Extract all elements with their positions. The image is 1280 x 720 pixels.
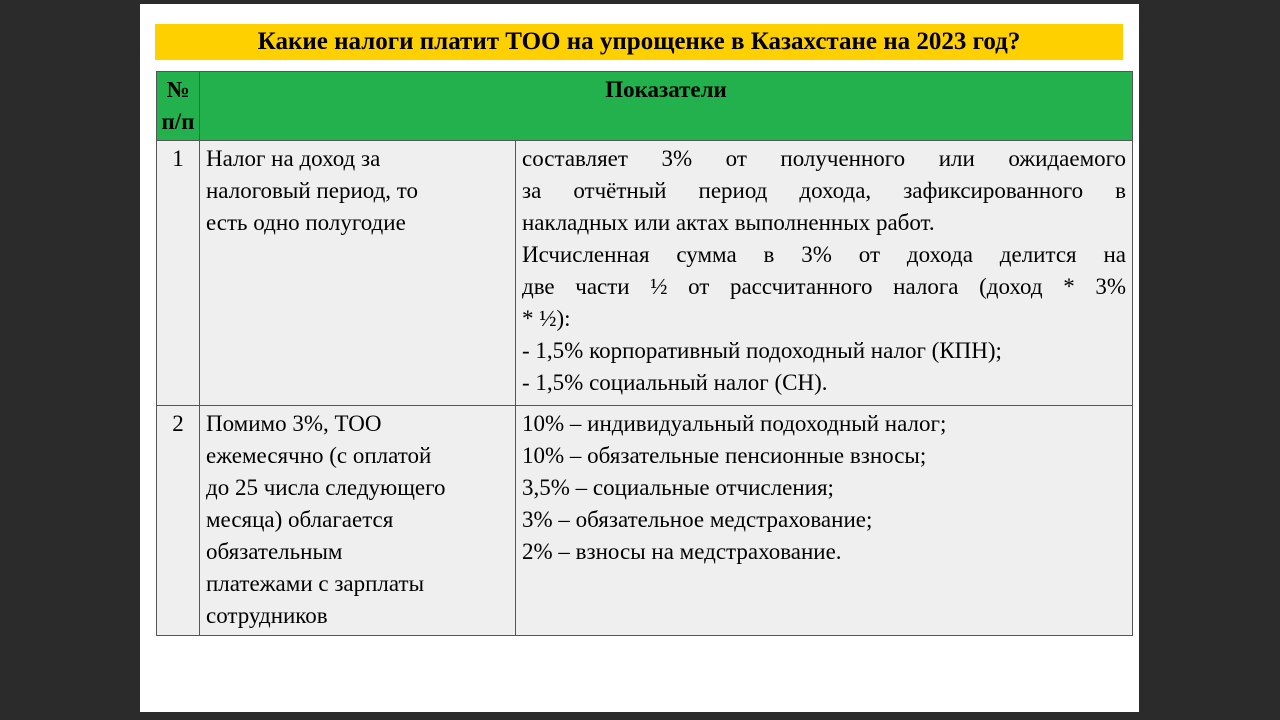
table-row	[157, 141, 1133, 406]
slide-title: Какие налоги платит ТОО на упрощенке в Казахстане на 2023 год?	[155, 24, 1123, 60]
tax-name-line: ежемесячно (с оплатой	[206, 443, 432, 468]
description-line: 3,5% – социальные отчисления;	[522, 475, 834, 500]
tax-name-line: сотрудников	[206, 603, 328, 628]
number-header-line: п/п	[161, 109, 195, 134]
tax-table	[156, 71, 1133, 636]
row-number: 1	[157, 141, 200, 406]
number-header-line: №	[166, 77, 190, 102]
tax-name-line: Помимо 3%, ТОО	[206, 411, 382, 436]
tax-name-line: Налог на доход за	[206, 146, 381, 171]
indicators-column-header: Показатели	[200, 72, 1133, 141]
tax-name-cell	[200, 406, 516, 636]
description-line: 2% – взносы на медстрахование.	[522, 539, 842, 564]
tax-description-cell	[516, 406, 1133, 636]
description-line: 10% – обязательные пенсионные взносы;	[522, 443, 927, 468]
description-line: две части ½ от рассчитанного налога (доход * 3%	[522, 274, 1126, 299]
tax-name-line: есть одно полугодие	[206, 210, 406, 235]
tax-name-line: обязательным	[206, 539, 343, 564]
description-line: - 1,5% социальный налог (СН).	[522, 370, 828, 395]
description-line: - 1,5% корпоративный подоходный налог (КПН);	[522, 338, 1002, 363]
table-row	[157, 406, 1133, 636]
description-line: 10% – индивидуальный подоходный налог;	[522, 411, 947, 436]
row-number: 2	[157, 406, 200, 636]
table-header-row	[157, 72, 1133, 141]
description-line: Исчисленная сумма в 3% от дохода делится на	[522, 242, 1126, 267]
tax-name-line: до 25 числа следующего	[206, 475, 446, 500]
description-line: накладных или актах выполненных работ.	[522, 210, 935, 235]
description-line: 3% – обязательное медстрахование;	[522, 507, 873, 532]
description-line: составляет 3% от полученного или ожидаемого	[522, 146, 1126, 171]
tax-description-cell	[516, 141, 1133, 406]
description-line: за отчётный период дохода, зафиксированного в	[522, 178, 1126, 203]
slide	[140, 4, 1139, 712]
tax-name-line: месяца) облагается	[206, 507, 394, 532]
description-line: * ½):	[522, 306, 571, 331]
tax-name-line: налоговый период, то	[206, 178, 419, 203]
tax-name-cell	[200, 141, 516, 406]
tax-name-line: платежами с зарплаты	[206, 571, 425, 596]
number-column-header	[157, 72, 200, 141]
